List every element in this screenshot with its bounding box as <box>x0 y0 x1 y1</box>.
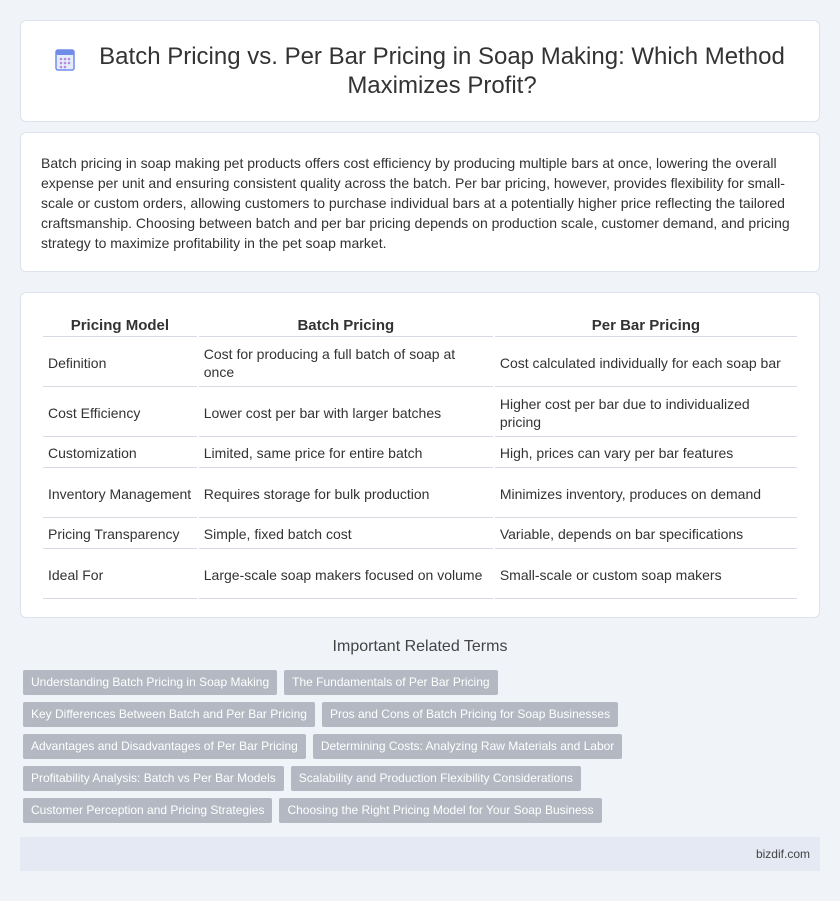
row-label: Customization <box>43 439 197 468</box>
row-label: Pricing Transparency <box>43 520 197 549</box>
related-tag[interactable]: Scalability and Production Flexibility Considerations <box>291 766 581 791</box>
related-tag[interactable]: Profitability Analysis: Batch vs Per Bar Models <box>23 766 284 791</box>
intro-paragraph: Batch pricing in soap making pet products offers cost efficiency by producing multiple bars at once, lowering the overall expense per unit and ensuring consistent quality across the batch. Per bar pricing, however, provides flexibility for small-scale or custom orders, allowing customers to purchase individual bars at a potentially higher price reflecting the tailored craftsmanship. Choosing between batch and per bar pricing depends on production scale, customer demand, and pricing strategy to maximize profitability in the pet soap market. <box>41 155 790 251</box>
row-label: Definition <box>43 339 197 387</box>
header-pricing-model: Pricing Model <box>43 315 197 337</box>
related-tag[interactable]: Understanding Batch Pricing in Soap Making <box>23 670 277 695</box>
row-label: Inventory Management <box>43 470 197 518</box>
row-label: Ideal For <box>43 551 197 599</box>
batch-cell: Lower cost per bar with larger batches <box>199 389 493 437</box>
page-title: Batch Pricing vs. Per Bar Pricing in Soap Making: Which Method Maximizes Profit? <box>99 43 785 99</box>
related-tag[interactable]: Key Differences Between Batch and Per Bar Pricing <box>23 702 315 727</box>
per-bar-cell: Minimizes inventory, produces on demand <box>495 470 797 518</box>
related-tag[interactable]: Choosing the Right Pricing Model for Your Soap Business <box>279 798 601 823</box>
table-row <box>43 520 797 549</box>
batch-cell: Large-scale soap makers focused on volume <box>199 551 493 599</box>
related-terms-title: Important Related Terms <box>332 638 508 655</box>
batch-cell: Requires storage for bulk production <box>199 470 493 518</box>
intro-card <box>20 132 820 272</box>
per-bar-cell: Cost calculated individually for each soap bar <box>495 339 797 387</box>
batch-cell: Simple, fixed batch cost <box>199 520 493 549</box>
related-tag[interactable]: Pros and Cons of Batch Pricing for Soap Businesses <box>322 702 618 727</box>
table-row <box>43 551 797 599</box>
footer <box>20 837 820 871</box>
batch-cell: Cost for producing a full batch of soap at once <box>199 339 493 387</box>
table-header-row <box>43 315 797 337</box>
related-terms-tags <box>23 670 803 830</box>
per-bar-cell: Variable, depends on bar specifications <box>495 520 797 549</box>
batch-cell: Limited, same price for entire batch <box>199 439 493 468</box>
table-row <box>43 470 797 518</box>
per-bar-cell: Small-scale or custom soap makers <box>495 551 797 599</box>
header-per-bar-pricing: Per Bar Pricing <box>495 315 797 337</box>
related-tag[interactable]: The Fundamentals of Per Bar Pricing <box>284 670 497 695</box>
title-wrap <box>50 42 790 100</box>
per-bar-cell: High, prices can vary per bar features <box>495 439 797 468</box>
table-row <box>43 439 797 468</box>
footer-site[interactable]: bizdif.com <box>755 847 810 861</box>
table-row <box>43 339 797 387</box>
related-tag[interactable]: Customer Perception and Pricing Strategies <box>23 798 272 823</box>
table-row <box>43 389 797 437</box>
row-label: Cost Efficiency <box>43 389 197 437</box>
related-tag[interactable]: Advantages and Disadvantages of Per Bar Pricing <box>23 734 306 759</box>
header-batch-pricing: Batch Pricing <box>199 315 493 337</box>
comparison-table <box>41 313 799 601</box>
title-card <box>20 20 820 122</box>
related-tag[interactable]: Determining Costs: Analyzing Raw Materials and Labor <box>313 734 622 759</box>
per-bar-cell: Higher cost per bar due to individualized pricing <box>495 389 797 437</box>
document-grid-icon <box>53 48 77 72</box>
comparison-table-card <box>20 292 820 618</box>
